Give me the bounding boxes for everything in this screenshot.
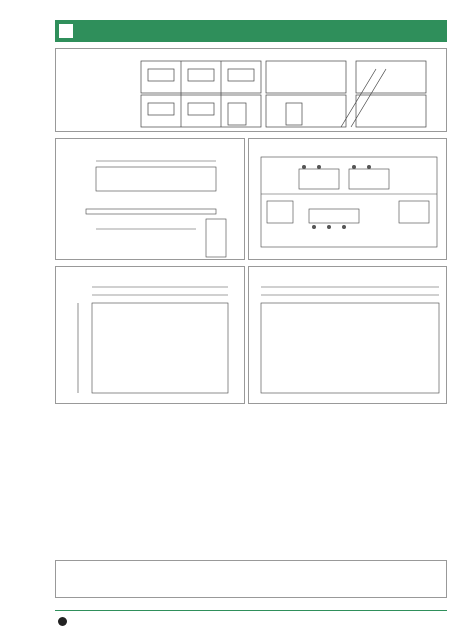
brand-logo-icon bbox=[58, 617, 67, 626]
note-box bbox=[55, 560, 447, 598]
elevation-panel bbox=[55, 48, 447, 132]
exterior-drawing bbox=[56, 139, 246, 261]
five-unit-drawing bbox=[249, 267, 448, 405]
layout-panel bbox=[248, 138, 447, 260]
five-unit-panel bbox=[248, 266, 447, 404]
exterior-panel bbox=[55, 138, 245, 260]
title-square-icon bbox=[59, 24, 73, 38]
title-bar bbox=[55, 20, 447, 42]
three-unit-drawing bbox=[56, 267, 246, 405]
elevation-drawing bbox=[56, 49, 448, 133]
layout-drawing bbox=[249, 139, 448, 261]
footer-line bbox=[55, 610, 447, 611]
three-unit-panel bbox=[55, 266, 245, 404]
sidebar bbox=[0, 0, 48, 644]
